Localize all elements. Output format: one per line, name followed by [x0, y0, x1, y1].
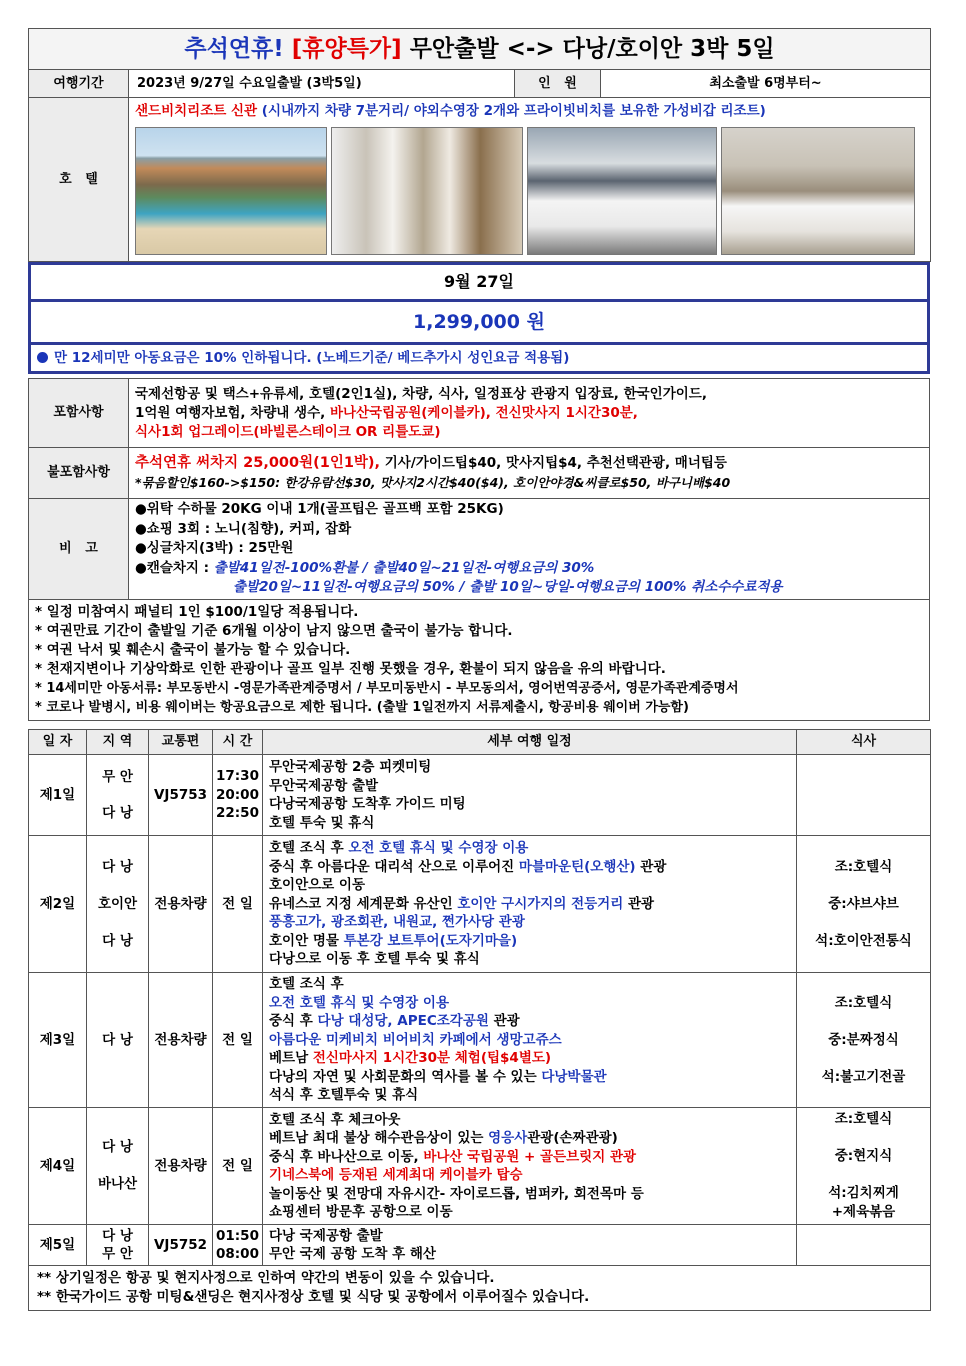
- region: 다 낭: [102, 1227, 133, 1244]
- period-value: 2023년 9/27일 수요일출발 (3박5일): [129, 70, 515, 98]
- meal: +제육볶음: [831, 1204, 896, 1220]
- remarks-baggage: ●위탁 수하물 20KG 이내 1개(골프팁은 골프백 포함 25KG): [135, 501, 504, 518]
- footer-note: ** 상기일정은 항공 및 현지사정으로 인하여 약간의 변동이 있을 수 있습니다.: [37, 1270, 495, 1286]
- col-detail: 세부 여행 일정: [263, 730, 797, 755]
- day-meals: [797, 1225, 931, 1266]
- day-details: [263, 1108, 797, 1225]
- day-times: [213, 755, 263, 836]
- col-region: 지 역: [87, 730, 149, 755]
- time: 01:50: [216, 1227, 259, 1244]
- hotel-description: [135, 101, 924, 121]
- detail-text: 호이안 구시가지의 전등거리: [457, 895, 624, 912]
- excluded-surcharge: 추석연휴 써차지 25,000원(1인1박),: [135, 455, 381, 471]
- time: 전 일: [213, 973, 263, 1108]
- transport: 전용차량: [149, 836, 213, 973]
- detail-text: 중식 후 아름다운 대리석 산으로 이루어진: [269, 858, 515, 875]
- time: 전 일: [213, 1108, 263, 1225]
- people-value: 최소출발 6명부터~: [601, 70, 931, 98]
- detail-line: 호텔 조식 후 체크아웃: [269, 1111, 401, 1128]
- footer-note: ** 한국가이드 공항 미팅&샌딩은 현지사정상 호텔 및 식당 및 공항에서 이루어질수 있습니다.: [37, 1289, 590, 1305]
- detail-line: 기네스북에 등재된 세계최대 케이블카 탑승: [269, 1167, 523, 1183]
- day-label: 제2일: [29, 836, 87, 973]
- remarks-cancel-1: 출발41일전-100%환불 / 출발40일~21일전-여행요금의 30%: [213, 559, 595, 576]
- detail-text: 베트남: [269, 1050, 309, 1067]
- meal: 석:호이안전통식: [815, 932, 912, 949]
- region: 호이안: [97, 895, 138, 912]
- detail-text: 관광: [493, 1013, 520, 1030]
- time: 전 일: [213, 836, 263, 973]
- hotel-cell: [129, 98, 931, 262]
- detail-text: 전신마사지 1시간30분 체험(팁$4별도): [312, 1050, 552, 1067]
- detail-line: 무안 국제 공항 도착 후 해산: [269, 1246, 436, 1262]
- day-meals: [797, 836, 931, 973]
- detail-text: 관광: [640, 858, 667, 875]
- time: 22:50: [216, 805, 259, 822]
- day-meals: [797, 755, 931, 836]
- detail-text: 영응사: [488, 1130, 528, 1146]
- region: 무 안: [102, 768, 133, 785]
- detail-text: 베트남 최대 불상 해수관음상이 있는: [269, 1130, 484, 1146]
- detail-text: 투본강 보트투어(도자기마을): [343, 932, 518, 949]
- day-times: [213, 1225, 263, 1266]
- note-item: * 코로나 발병시, 비용 웨이버는 항공요금으로 제한 됩니다. (출발 1일전까지 서류제출시, 항공비용 웨이버 가능함): [35, 700, 689, 715]
- hotel-photo-beach: [135, 127, 327, 255]
- day-regions: [87, 836, 149, 973]
- time: 17:30: [216, 768, 259, 785]
- page-title: [29, 29, 931, 70]
- day-regions: [87, 1225, 149, 1266]
- detail-line: 놀이동산 및 전망대 자유시간- 자이로드롭, 범퍼카, 회전목마 등: [269, 1185, 644, 1202]
- day-details: [263, 1225, 797, 1266]
- meal: 조:호텔식: [834, 858, 893, 875]
- included-line-3: 식사1회 업그레이드(바빌론스테이크 OR 리틀도쿄): [135, 423, 441, 440]
- included-content: [129, 379, 930, 448]
- hotel-name: 샌드비치리조트 신관: [135, 103, 258, 119]
- region: 다 낭: [87, 973, 149, 1108]
- hotel-photo-lobby: [331, 127, 523, 255]
- col-meal: 식사: [797, 730, 931, 755]
- hotel-photo-bathroom: [721, 127, 915, 255]
- meal: 조:호텔식: [834, 1111, 893, 1127]
- blue-dot-icon: [37, 352, 48, 363]
- included-line-1: 국제선항공 및 택스+유류세, 호텔(2인1실), 차량, 식사, 일정표상 관광지 입장료, 한국인가이드,: [135, 385, 707, 402]
- region: 다 낭: [102, 858, 133, 875]
- period-label: 여행기간: [29, 70, 129, 98]
- meal: 석:김치찌게: [828, 1185, 899, 1201]
- remarks-shopping: ●쇼핑 3회 : 노니(침향), 커피, 잡화: [135, 520, 352, 537]
- detail-line: 오전 호텔 휴식 및 수영장 이용: [269, 994, 449, 1011]
- day-label: 제1일: [29, 755, 87, 836]
- footer-notes: [29, 1266, 931, 1311]
- detail-text: 마블마운틴(오행산): [518, 858, 636, 875]
- detail-text: 중식 후 바나산으로 이동,: [269, 1148, 419, 1165]
- day-meals: [797, 1108, 931, 1225]
- conditions-table: [28, 378, 930, 721]
- detail-text: 호이안 명물: [269, 932, 339, 949]
- hotel-label: 호 텔: [29, 98, 129, 262]
- detail-text: 호텔 조식 후: [269, 840, 344, 857]
- excluded-content: [129, 448, 930, 499]
- day-details: [263, 755, 797, 836]
- note-item: * 천재지변이나 기상악화로 인한 관광이나 골프 일부 진행 못했을 경우, 환불이 되지 않음을 유의 바랍니다.: [35, 661, 666, 677]
- time: 08:00: [216, 1246, 259, 1262]
- title-route: 무안출발 <-> 다낭/호이안 3박 5일: [409, 36, 775, 62]
- departure-date: 9월 27일: [30, 264, 929, 301]
- day-label: 제4일: [29, 1108, 87, 1225]
- region: 다 낭: [102, 805, 133, 821]
- meal: 석:불고기전골: [821, 1068, 906, 1085]
- day-regions: [87, 1108, 149, 1225]
- note-item: * 일정 미참여시 패널티 1인 $100/1일당 적용됩니다.: [35, 604, 359, 620]
- detail-line: 다낭국제공항 도착후 가이드 미팅: [269, 796, 466, 812]
- excluded-bundle: *묶음할인$160->$150: 한강유람선$30, 맛사지2시간$40($4), 호이안야경&씨클로$50, 바구니배$40: [135, 475, 731, 490]
- flight-number: VJ5752: [149, 1225, 213, 1266]
- detail-text: 다낭박물관: [541, 1068, 607, 1085]
- included-label: 포함사항: [29, 379, 129, 448]
- transport: 전용차량: [149, 1108, 213, 1225]
- day-details: [263, 973, 797, 1108]
- col-day: 일 자: [29, 730, 87, 755]
- child-note: 만 12세미만 아동요금은 10% 인하됩니다. (노베드기준/ 베드추가시 성인요금 적용됨): [54, 350, 570, 366]
- child-note-row: [30, 344, 929, 373]
- remarks-cancel-label: ●캔슬차지 :: [135, 559, 210, 576]
- table-row: [29, 755, 931, 836]
- remarks-cancel-2: 출발20일~11일전-여행요금의 50% / 출발 10일~당일-여행요금의 100% 취소수수료적용: [233, 579, 783, 596]
- detail-text: 바나산 국립공원 + 골든브릿지 관광: [423, 1148, 637, 1165]
- detail-line: 다낭으로 이동 후 호텔 투숙 및 휴식: [269, 951, 480, 968]
- region: 다 낭: [102, 932, 133, 949]
- notes-block: [29, 600, 930, 721]
- remarks-label: 비 고: [29, 499, 129, 600]
- table-row: [29, 973, 931, 1108]
- table-row: [29, 1225, 931, 1266]
- people-label: 인 원: [515, 70, 601, 98]
- remarks-content: [129, 499, 930, 600]
- schedule-table: [28, 729, 931, 1311]
- day-label: 제3일: [29, 973, 87, 1108]
- detail-text: 관광(손짜관광): [527, 1130, 618, 1146]
- detail-line: 쇼핑센터 방문후 공항으로 이동: [269, 1204, 453, 1220]
- detail-text: 다낭 대성당, APEC조각공원: [317, 1013, 489, 1030]
- note-item: * 여권 낙서 및 훼손시 출국이 불가능 할 수 있습니다.: [35, 642, 351, 658]
- day-regions: [87, 755, 149, 836]
- detail-line: 아름다운 미케비치 비어비치 카페에서 생망고쥬스: [269, 1031, 562, 1048]
- flight-number: VJ5753: [149, 755, 213, 836]
- table-row: [29, 836, 931, 973]
- meal: 중:현지식: [834, 1148, 893, 1164]
- detail-line: 석식 후 호텔투숙 및 휴식: [269, 1087, 419, 1104]
- detail-line: 호이안으로 이동: [269, 877, 365, 894]
- detail-line: 풍흥고가, 광조회관, 내원교, 쩐가사당 관광: [269, 914, 525, 931]
- detail-text: 오전 호텔 휴식 및 수영장 이용: [348, 840, 529, 857]
- hotel-photos: [135, 127, 924, 255]
- detail-text: 다낭의 자연 및 사회문화의 역사를 볼 수 있는: [269, 1068, 537, 1085]
- included-line-2b: 바나산국립공원(케이블카), 전신맛사지 1시간30분,: [329, 404, 638, 421]
- detail-text: 관광: [627, 895, 655, 912]
- detail-text: 유네스코 지정 세계문화 유산인: [269, 895, 453, 912]
- meal: 중:분짜정식: [828, 1031, 899, 1048]
- tour-brochure: [28, 28, 930, 1311]
- col-transport: 교통편: [149, 730, 213, 755]
- detail-text: 중식 후: [269, 1013, 313, 1030]
- table-row: [29, 1108, 931, 1225]
- info-table: [28, 28, 931, 262]
- price-table: [28, 262, 930, 374]
- included-line-2a: 1억원 여행자보험, 차량내 생수,: [135, 404, 326, 421]
- day-meals: [797, 973, 931, 1108]
- day-label: 제5일: [29, 1225, 87, 1266]
- title-holiday: 추석연휴!: [184, 36, 284, 62]
- note-item: * 14세미만 아동서류: 부모동반시 -영문가족관계증명서 / 부모미동반시 - 부모동의서, 영어번역공증서, 영문가족관계증명서: [35, 681, 739, 696]
- detail-line: 다낭 국제공항 출발: [269, 1227, 383, 1244]
- remarks-single: ●싱글차지(3박) : 25만원: [135, 540, 294, 557]
- tour-price: 1,299,000 원: [30, 301, 929, 344]
- region: 무 안: [102, 1246, 133, 1262]
- region: 다 낭: [102, 1139, 133, 1155]
- detail-line: 무안국제공항 2층 피켓미팅: [269, 759, 432, 775]
- meal: 조:호텔식: [834, 994, 893, 1011]
- detail-line: 호텔 조식 후: [269, 976, 344, 993]
- detail-line: 호텔 투숙 및 휴식: [269, 814, 375, 831]
- transport: 전용차량: [149, 973, 213, 1108]
- meal: 중:샤브샤브: [828, 895, 899, 912]
- col-time: 시 간: [213, 730, 263, 755]
- detail-line: 무안국제공항 출발: [269, 777, 379, 794]
- title-special: [휴양특가]: [291, 36, 402, 62]
- excluded-tips: 기사/가이드팁$40, 맛사지팁$4, 추천선택관광, 매너팁등: [384, 455, 727, 471]
- hotel-features: (시내까지 차량 7분거리/ 야외수영장 2개와 프라이빗비치를 보유한 가성비갑 리조트): [261, 103, 766, 119]
- note-item: * 여권만료 기간이 출발일 기준 6개월 이상이 남지 않으면 출국이 불가능 합니다.: [35, 623, 513, 639]
- time: 20:00: [216, 786, 259, 803]
- region: 바나산: [97, 1176, 138, 1192]
- day-details: [263, 836, 797, 973]
- excluded-label: 불포함사항: [29, 448, 129, 499]
- hotel-photo-bedroom: [527, 127, 717, 255]
